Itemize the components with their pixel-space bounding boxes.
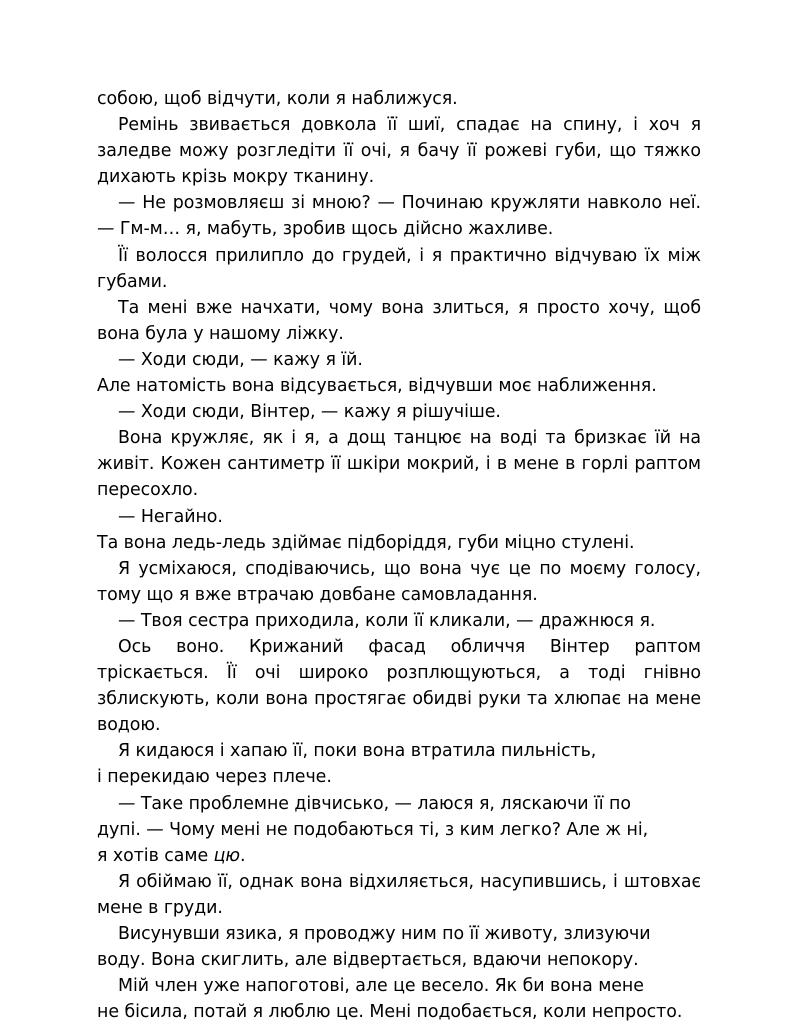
paragraph: воду. Вона скиглить, але відвертається, вдаючи непокору.	[97, 950, 639, 971]
paragraph: Я кидаюся і хапаю її, поки вона втратила пильність,	[118, 741, 597, 762]
paragraph: Я усміхаюся, сподіваючись, що вона чує це по моєму голосу, тому що я вже втрачаю довбане самовладання.	[97, 558, 701, 605]
paragraph: Ремінь звивається довкола її шиї, спадає на спину, і хоч я заледве можу розгледіти її очі, я бачу її рожеві губи, що тяжко дихають крізь мокру тканину.	[97, 115, 701, 188]
paragraph: і перекидаю через плече.	[97, 767, 332, 788]
paragraph: дупі. — Чому мені не подобаються ті, з ким легко? Але ж ні,	[97, 819, 649, 840]
paragraph: — Ходи сюди, Вінтер, — кажу я рішучіше.	[118, 402, 501, 423]
paragraph: Її волосся прилипло до грудей, і я практично відчуваю їх між губами.	[97, 245, 701, 292]
page-text-column	[97, 86, 701, 1025]
paragraph: Ось воно. Крижаний фасад обличчя Вінтер раптом тріскається. Її очі широко розплющуються, а тоді гнівно зблискують, коли вона простягає обидві руки та хлюпає на мене водою.	[97, 636, 701, 736]
paragraph: Та мені вже начхати, чому вона злиться, я просто хочу, щоб вона була у нашому ліжку.	[97, 297, 701, 344]
paragraph: — Не розмовляєш зі мною? — Починаю кружляти навколо неї. — Гм-м… я, мабуть, зробив щось дійсно жахливе.	[97, 193, 701, 240]
emphasis-word: цю	[213, 845, 240, 866]
paragraph-with-emphasis	[97, 843, 701, 869]
paragraph: — Ходи сюди, — кажу я їй.	[118, 349, 363, 370]
paragraph: Висунувши язика, я проводжу ним по її животу, злизуючи	[118, 924, 651, 944]
paragraph: — Твоя сестра приходила, коли її кликали, — дражнюся я.	[118, 610, 656, 631]
paragraph: Та вона ледь-ледь здіймає підборіддя, губи міцно стулені.	[97, 532, 635, 553]
paragraph: Але натомість вона відсувається, відчувши моє наближення.	[97, 376, 657, 397]
paragraph: Вона кружляє, як і я, а дощ танцює на воді та бризкає їй на живіт. Кожен сантиметр її шкіри мокрий, і в мене в горлі раптом пересохло.	[97, 428, 701, 501]
paragraph: Я обіймаю її, однак вона відхиляється, насупившись, і штовхає мене в груди.	[97, 871, 701, 918]
paragraph: — Таке проблемне дівчисько, — лаюся я, ляскаючи її по	[118, 793, 631, 814]
paragraph-text-before-emphasis: я хотів саме	[97, 845, 214, 866]
paragraph: собою, щоб відчути, коли я наближуся.	[97, 89, 458, 109]
paragraph: — Негайно.	[118, 506, 223, 527]
paragraph-text-after-emphasis: .	[239, 845, 246, 866]
paragraph: не бісила, потай я люблю це. Мені подобається, коли непросто.	[97, 1002, 683, 1023]
paragraph: Мій член уже напоготові, але це весело. Як би вона мене	[118, 976, 644, 997]
